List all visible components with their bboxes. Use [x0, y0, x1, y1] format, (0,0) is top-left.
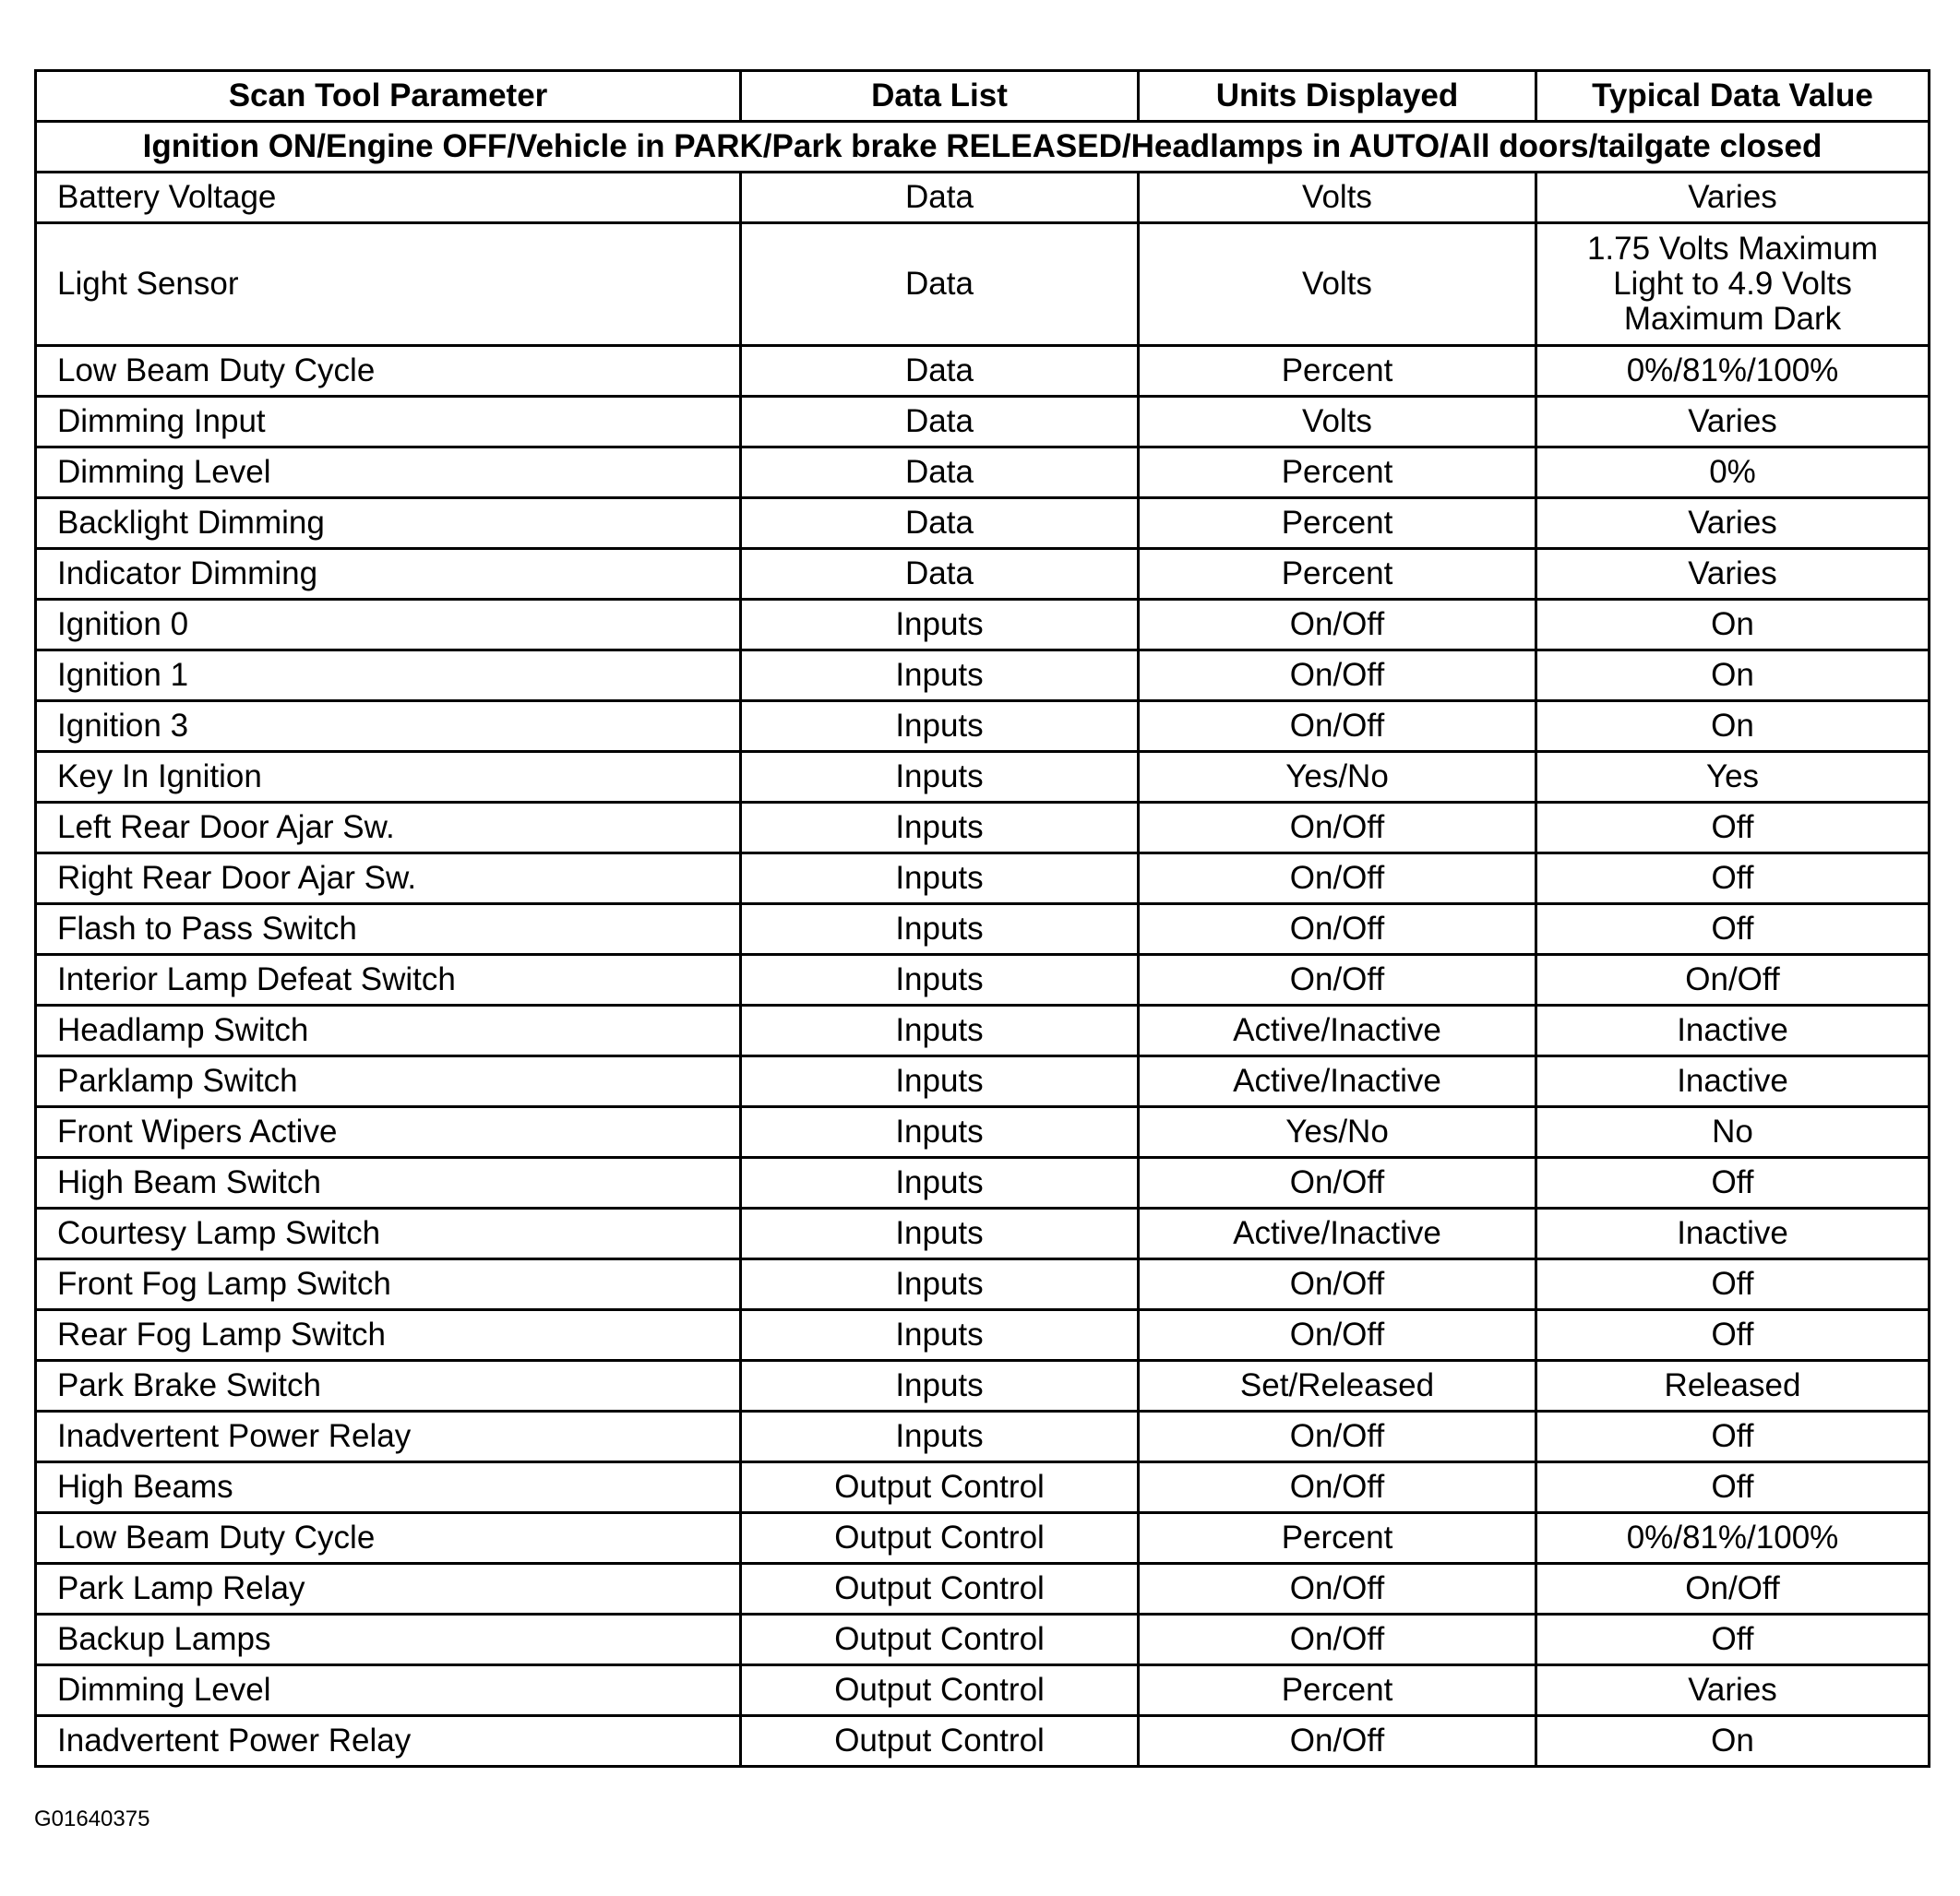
cell-units: On/Off: [1139, 1310, 1536, 1361]
cell-units: On/Off: [1139, 904, 1536, 955]
cell-parameter: Right Rear Door Ajar Sw.: [36, 853, 741, 904]
figure-id: G01640375: [34, 1807, 150, 1831]
typical-value-line: 0%/81%/100%: [1626, 352, 1839, 388]
cell-typical-value: [1536, 650, 1930, 701]
cell-typical-value: [1536, 1665, 1930, 1716]
cell-typical-value: [1536, 1209, 1930, 1259]
cell-parameter: Park Brake Switch: [36, 1361, 741, 1412]
typical-value-line: Released: [1664, 1367, 1801, 1403]
table-row: [36, 853, 1930, 904]
cell-data-list: Inputs: [741, 600, 1139, 650]
cell-typical-value: [1536, 1716, 1930, 1767]
typical-value-line: Inactive: [1677, 1215, 1788, 1251]
cell-typical-value: [1536, 1412, 1930, 1462]
cell-parameter: High Beam Switch: [36, 1158, 741, 1209]
typical-value-line: On: [1711, 657, 1754, 693]
cell-parameter: Ignition 3: [36, 701, 741, 752]
typical-value-line: Off: [1711, 1164, 1754, 1200]
cell-data-list: Output Control: [741, 1615, 1139, 1665]
cell-parameter: Headlamp Switch: [36, 1006, 741, 1056]
cell-parameter: Park Lamp Relay: [36, 1564, 741, 1615]
table-row: [36, 346, 1930, 397]
cell-data-list: Inputs: [741, 1310, 1139, 1361]
cell-units: On/Off: [1139, 853, 1536, 904]
typical-value-line: Inactive: [1677, 1012, 1788, 1048]
cell-typical-value: [1536, 1158, 1930, 1209]
cell-units: Percent: [1139, 549, 1536, 600]
cell-typical-value: [1536, 1310, 1930, 1361]
table-row: [36, 549, 1930, 600]
cell-data-list: Inputs: [741, 955, 1139, 1006]
cell-typical-value: [1536, 549, 1930, 600]
cell-typical-value: [1536, 752, 1930, 803]
typical-value-line: Off: [1711, 1266, 1754, 1302]
table-row: [36, 803, 1930, 853]
typical-value-line: Varies: [1688, 403, 1777, 439]
cell-units: On/Off: [1139, 600, 1536, 650]
cell-data-list: Inputs: [741, 1361, 1139, 1412]
typical-value-line: Maximum Dark: [1623, 301, 1842, 337]
cell-units: Volts: [1139, 173, 1536, 223]
cell-data-list: Inputs: [741, 1412, 1139, 1462]
typical-value-line: Light to 4.9 Volts: [1613, 266, 1852, 302]
table-row: [36, 447, 1930, 498]
typical-value-line: Off: [1711, 809, 1754, 845]
cell-typical-value: [1536, 904, 1930, 955]
cell-units: On/Off: [1139, 955, 1536, 1006]
cell-typical-value: [1536, 397, 1930, 447]
scan-tool-data-table: [34, 69, 1930, 1768]
cell-parameter: Ignition 1: [36, 650, 741, 701]
cell-units: On/Off: [1139, 650, 1536, 701]
cell-parameter: Backup Lamps: [36, 1615, 741, 1665]
table-row: [36, 1513, 1930, 1564]
cell-data-list: Data: [741, 397, 1139, 447]
typical-value-line: On/Off: [1685, 1570, 1780, 1606]
cell-data-list: Output Control: [741, 1665, 1139, 1716]
cell-typical-value: [1536, 1361, 1930, 1412]
table-row: [36, 701, 1930, 752]
typical-value-line: Off: [1711, 860, 1754, 896]
cell-data-list: Output Control: [741, 1564, 1139, 1615]
cell-data-list: Inputs: [741, 853, 1139, 904]
cell-typical-value: [1536, 955, 1930, 1006]
cell-typical-value: [1536, 1564, 1930, 1615]
cell-units: Yes/No: [1139, 1107, 1536, 1158]
table-row: [36, 904, 1930, 955]
cell-typical-value: [1536, 1056, 1930, 1107]
typical-value-line: Off: [1711, 1621, 1754, 1657]
typical-value-line: Off: [1711, 1418, 1754, 1454]
test-condition: Ignition ON/Engine OFF/Vehicle in PARK/Park brake RELEASED/Headlamps in AUTO/All doors/tailgate closed: [36, 122, 1930, 173]
cell-data-list: Data: [741, 346, 1139, 397]
cell-typical-value: [1536, 1107, 1930, 1158]
cell-parameter: Indicator Dimming: [36, 549, 741, 600]
cell-units: On/Off: [1139, 1564, 1536, 1615]
cell-units: Volts: [1139, 223, 1536, 346]
cell-data-list: Data: [741, 173, 1139, 223]
cell-parameter: Parklamp Switch: [36, 1056, 741, 1107]
cell-units: Active/Inactive: [1139, 1209, 1536, 1259]
table-row: [36, 1006, 1930, 1056]
cell-typical-value: [1536, 346, 1930, 397]
typical-value-line: Inactive: [1677, 1063, 1788, 1099]
cell-data-list: Inputs: [741, 1056, 1139, 1107]
table-row: [36, 1056, 1930, 1107]
cell-parameter: Low Beam Duty Cycle: [36, 346, 741, 397]
table-row: [36, 1310, 1930, 1361]
typical-value-line: 0%/81%/100%: [1626, 1520, 1839, 1556]
cell-units: Percent: [1139, 1665, 1536, 1716]
typical-value-line: Off: [1711, 911, 1754, 947]
cell-data-list: Inputs: [741, 701, 1139, 752]
typical-value-line: Varies: [1688, 505, 1777, 541]
cell-units: Yes/No: [1139, 752, 1536, 803]
cell-parameter: Rear Fog Lamp Switch: [36, 1310, 741, 1361]
cell-data-list: Data: [741, 549, 1139, 600]
cell-parameter: Inadvertent Power Relay: [36, 1716, 741, 1767]
typical-value-line: Off: [1711, 1317, 1754, 1353]
table-row: [36, 397, 1930, 447]
cell-parameter: Battery Voltage: [36, 173, 741, 223]
cell-data-list: Inputs: [741, 752, 1139, 803]
table-row: [36, 1615, 1930, 1665]
cell-parameter: Interior Lamp Defeat Switch: [36, 955, 741, 1006]
typical-value-line: Varies: [1688, 555, 1777, 591]
typical-value-line: On: [1711, 1723, 1754, 1759]
cell-units: On/Off: [1139, 1158, 1536, 1209]
cell-parameter: High Beams: [36, 1462, 741, 1513]
typical-value-line: Varies: [1688, 1672, 1777, 1708]
cell-data-list: Inputs: [741, 1259, 1139, 1310]
cell-units: On/Off: [1139, 1716, 1536, 1767]
header-units-displayed: Units Displayed: [1139, 71, 1536, 122]
cell-units: Active/Inactive: [1139, 1006, 1536, 1056]
table-row: [36, 1107, 1930, 1158]
cell-parameter: Key In Ignition: [36, 752, 741, 803]
table-row: [36, 600, 1930, 650]
cell-parameter: Backlight Dimming: [36, 498, 741, 549]
cell-parameter: Inadvertent Power Relay: [36, 1412, 741, 1462]
cell-parameter: Low Beam Duty Cycle: [36, 1513, 741, 1564]
test-condition-row: [36, 122, 1930, 173]
cell-units: On/Off: [1139, 1259, 1536, 1310]
cell-units: Active/Inactive: [1139, 1056, 1536, 1107]
cell-data-list: Inputs: [741, 1158, 1139, 1209]
cell-typical-value: [1536, 1259, 1930, 1310]
table-row: [36, 1665, 1930, 1716]
cell-parameter: Light Sensor: [36, 223, 741, 346]
cell-units: Set/Released: [1139, 1361, 1536, 1412]
cell-data-list: Inputs: [741, 904, 1139, 955]
cell-typical-value: [1536, 223, 1930, 346]
cell-units: On/Off: [1139, 701, 1536, 752]
cell-typical-value: [1536, 803, 1930, 853]
typical-value-line: On: [1711, 606, 1754, 642]
table-row: [36, 1462, 1930, 1513]
typical-value-line: Yes: [1705, 758, 1760, 794]
cell-typical-value: [1536, 498, 1930, 549]
cell-typical-value: [1536, 173, 1930, 223]
cell-data-list: Inputs: [741, 650, 1139, 701]
cell-units: Percent: [1139, 498, 1536, 549]
table-row: [36, 173, 1930, 223]
cell-units: Percent: [1139, 346, 1536, 397]
cell-data-list: Output Control: [741, 1716, 1139, 1767]
cell-data-list: Inputs: [741, 1107, 1139, 1158]
cell-parameter: Left Rear Door Ajar Sw.: [36, 803, 741, 853]
cell-parameter: Dimming Level: [36, 1665, 741, 1716]
table-row: [36, 1716, 1930, 1767]
cell-data-list: Data: [741, 498, 1139, 549]
cell-units: Percent: [1139, 1513, 1536, 1564]
table-body: [36, 122, 1930, 1767]
cell-typical-value: [1536, 447, 1930, 498]
cell-typical-value: [1536, 701, 1930, 752]
table-header-row: [36, 71, 1930, 122]
typical-value-line: 0%: [1709, 454, 1756, 490]
cell-typical-value: [1536, 1006, 1930, 1056]
typical-value-line: On/Off: [1685, 961, 1780, 997]
cell-data-list: Data: [741, 223, 1139, 346]
cell-parameter: Front Wipers Active: [36, 1107, 741, 1158]
cell-parameter: Courtesy Lamp Switch: [36, 1209, 741, 1259]
cell-units: Percent: [1139, 447, 1536, 498]
table-row: [36, 1209, 1930, 1259]
table-row: [36, 955, 1930, 1006]
header-typical-data-value: Typical Data Value: [1536, 71, 1930, 122]
cell-parameter: Flash to Pass Switch: [36, 904, 741, 955]
typical-value-line: On: [1711, 708, 1754, 744]
header-scan-tool-parameter: Scan Tool Parameter: [36, 71, 741, 122]
cell-data-list: Inputs: [741, 1006, 1139, 1056]
cell-data-list: Data: [741, 447, 1139, 498]
cell-typical-value: [1536, 600, 1930, 650]
table-row: [36, 1361, 1930, 1412]
cell-units: On/Off: [1139, 1462, 1536, 1513]
typical-value-line: Varies: [1688, 179, 1777, 215]
typical-value-line: No: [1712, 1114, 1753, 1150]
cell-units: Volts: [1139, 397, 1536, 447]
header-data-list: Data List: [741, 71, 1139, 122]
cell-units: On/Off: [1139, 1412, 1536, 1462]
typical-value-line: Off: [1711, 1469, 1754, 1505]
table-row: [36, 1412, 1930, 1462]
cell-parameter: Ignition 0: [36, 600, 741, 650]
cell-parameter: Dimming Input: [36, 397, 741, 447]
cell-units: On/Off: [1139, 803, 1536, 853]
table-row: [36, 1158, 1930, 1209]
typical-value-line: 1.75 Volts Maximum: [1586, 231, 1879, 267]
cell-units: On/Off: [1139, 1615, 1536, 1665]
cell-typical-value: [1536, 853, 1930, 904]
cell-typical-value: [1536, 1615, 1930, 1665]
cell-data-list: Output Control: [741, 1462, 1139, 1513]
cell-data-list: Inputs: [741, 1209, 1139, 1259]
table-row: [36, 650, 1930, 701]
table-row: [36, 223, 1930, 346]
table-row: [36, 1259, 1930, 1310]
table-row: [36, 498, 1930, 549]
cell-typical-value: [1536, 1513, 1930, 1564]
cell-data-list: Inputs: [741, 803, 1139, 853]
cell-parameter: Front Fog Lamp Switch: [36, 1259, 741, 1310]
cell-typical-value: [1536, 1462, 1930, 1513]
cell-parameter: Dimming Level: [36, 447, 741, 498]
cell-data-list: Output Control: [741, 1513, 1139, 1564]
table-row: [36, 1564, 1930, 1615]
table-row: [36, 752, 1930, 803]
